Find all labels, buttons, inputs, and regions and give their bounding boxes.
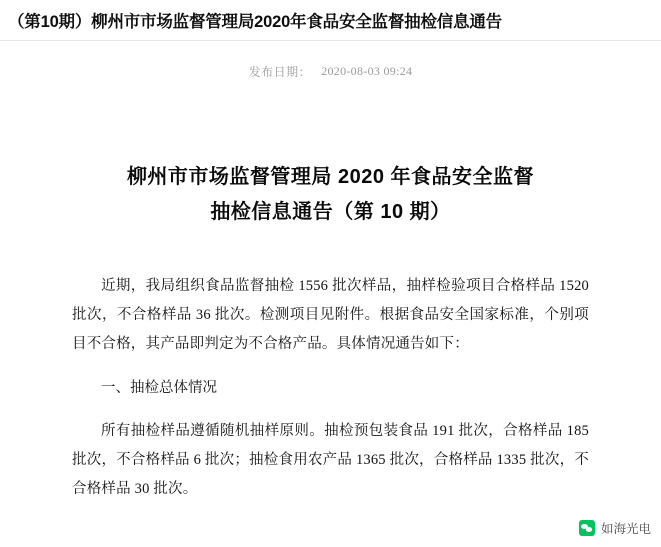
document-title-line-1: 柳州市市场监督管理局 2020 年食品安全监督 [126,166,535,188]
wechat-icon [579,520,595,536]
section-heading-1: 一、抽检总体情况 [101,379,217,396]
document-body [0,160,661,504]
publish-date-row [0,41,661,82]
page-header [0,0,661,40]
document-title [72,160,589,230]
paragraph-intro: 近期，我局组织食品监督抽检 1556 批次样品，抽样检验项目合格样品 1520 批次，不合格样品 36 批次。检测项目见附件。根据食品安全国家标准，个别项目不合格，其产品即判定为不合格产品。具体情况通告如下： [72,278,589,352]
publish-date-label: 发布日期： [248,65,312,79]
document-title-line-2: 抽检信息通告（第 10 期） [210,201,451,223]
account-badge[interactable] [579,519,651,537]
paragraph-overall-results: 所有抽检样品遵循随机抽样原则。抽检预包装食品 191 批次，合格样品 185 批次，不合格样品 6 批次；抽检食用农产品 1365 批次，合格样品 1335 批次，不合格样品 30 批次。 [72,423,589,497]
page-title: （第10期）柳州市市场监督管理局2020年食品安全监督抽检信息通告 [8,13,502,31]
account-name: 如海光电 [600,522,651,536]
publish-date-value: 2020-08-03 09:24 [321,64,413,78]
